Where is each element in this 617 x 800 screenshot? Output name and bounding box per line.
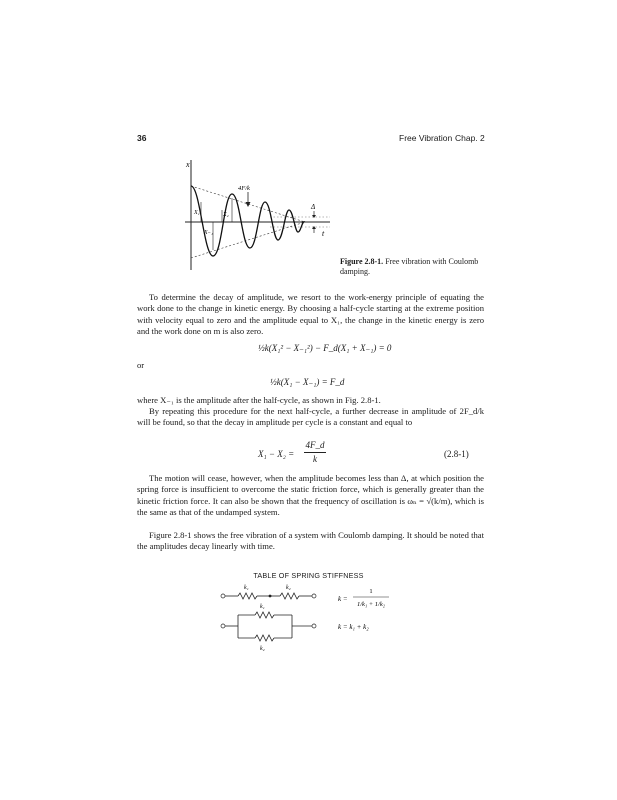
figure-caption-label: Figure 2.8-1. [340, 257, 384, 266]
table-title: TABLE OF SPRING STIFFNESS [253, 571, 364, 580]
t-axis-label: t [322, 229, 325, 238]
paragraph-1: To determine the decay of amplitude, we resort to the work-energy principle of equating the work done to the change in kinetic energy. By choosing a half-cycle starting at the extreme position with velocity equal to zero and the amplitude equal to X₁, the change in the kinetic energy is zero and the work done on m is also zero. [137, 292, 484, 337]
series-spring-k1 [238, 593, 257, 599]
parallel-spring-k1 [255, 612, 274, 618]
spring-stiffness-table [220, 580, 460, 655]
paragraph-2: where X₋₁ is the amplitude after the half-cycle, as shown in Fig. 2.8-1. [137, 395, 381, 405]
paragraph-5: Figure 2.8-1 shows the free vibration of a system with Coulomb damping. It should be noted that the amplitudes decay linearly with time. [137, 530, 484, 552]
series-k2-label: k₂ [286, 585, 291, 591]
equation-3-numerator: 4F_d [305, 440, 325, 450]
equation-3-number: (2.8-1) [444, 449, 469, 459]
word-or: or [137, 360, 145, 370]
series-formula-numerator: 1 [369, 588, 373, 595]
paragraph-3: By repeating this procedure for the next half-cycle, a further decrease in amplitude of 2F_d/k will be found, so that the decay in amplitude per cycle is a constant and equal to [137, 406, 484, 428]
x-axis-label: x [186, 160, 190, 169]
equation-3-denominator: k [313, 454, 317, 464]
equation-3-fraction-bar [304, 452, 326, 453]
delta-label: Δ [311, 203, 316, 211]
amp-label-x2: X₂ [223, 212, 229, 218]
figure-caption-text: Free vibration with Coulomb damping. [340, 257, 479, 276]
equation-1: ½k(X₁² − X₋₁²) − F_d(X₁ + X₋₁) = 0 [258, 343, 392, 353]
terminal-node [312, 594, 316, 598]
series-k1-label: k₁ [244, 585, 249, 591]
delta-arrowhead-bottom [312, 226, 316, 229]
paragraph-4: The motion will cease, however, when the amplitude becomes less than Δ, at which position the spring force is insufficient to overcome the static friction force, which is generally greater than the kinetic friction force. It can also be shown that the frequency of oscillation is ωₙ = √(k/m), which is the same as that of the undamped system. [137, 473, 484, 518]
page-number: 36 [137, 133, 147, 143]
figure-caption [340, 257, 490, 277]
slope-label: 4F/k [238, 185, 250, 192]
series-spring-k2 [280, 593, 299, 599]
amp-label-xm1: X₋₁ [204, 230, 213, 236]
delta-arrowhead-top [312, 215, 316, 218]
terminal-node [312, 624, 316, 628]
equation-3-left: X₁ − X₂ = [258, 449, 295, 459]
figure-coulomb-damping [170, 150, 340, 275]
series-formula-left: k = [338, 595, 348, 603]
parallel-formula: k = k₁ + k₂ [338, 623, 369, 631]
amp-label-x1: X₁ [194, 210, 200, 216]
lower-envelope [191, 222, 305, 258]
parallel-k2-label: k₂ [260, 646, 265, 652]
running-header-section: Free Vibration [399, 133, 453, 143]
parallel-k1-label: k₁ [260, 604, 265, 610]
terminal-node [221, 624, 225, 628]
parallel-spring-k2 [255, 635, 274, 641]
series-formula-denominator: 1/k₁ + 1/k₂ [356, 601, 386, 608]
equation-2: ½k(X₁ − X₋₁) = F_d [270, 377, 345, 387]
terminal-node [221, 594, 225, 598]
running-header-chapter: Chap. 2 [455, 133, 485, 143]
